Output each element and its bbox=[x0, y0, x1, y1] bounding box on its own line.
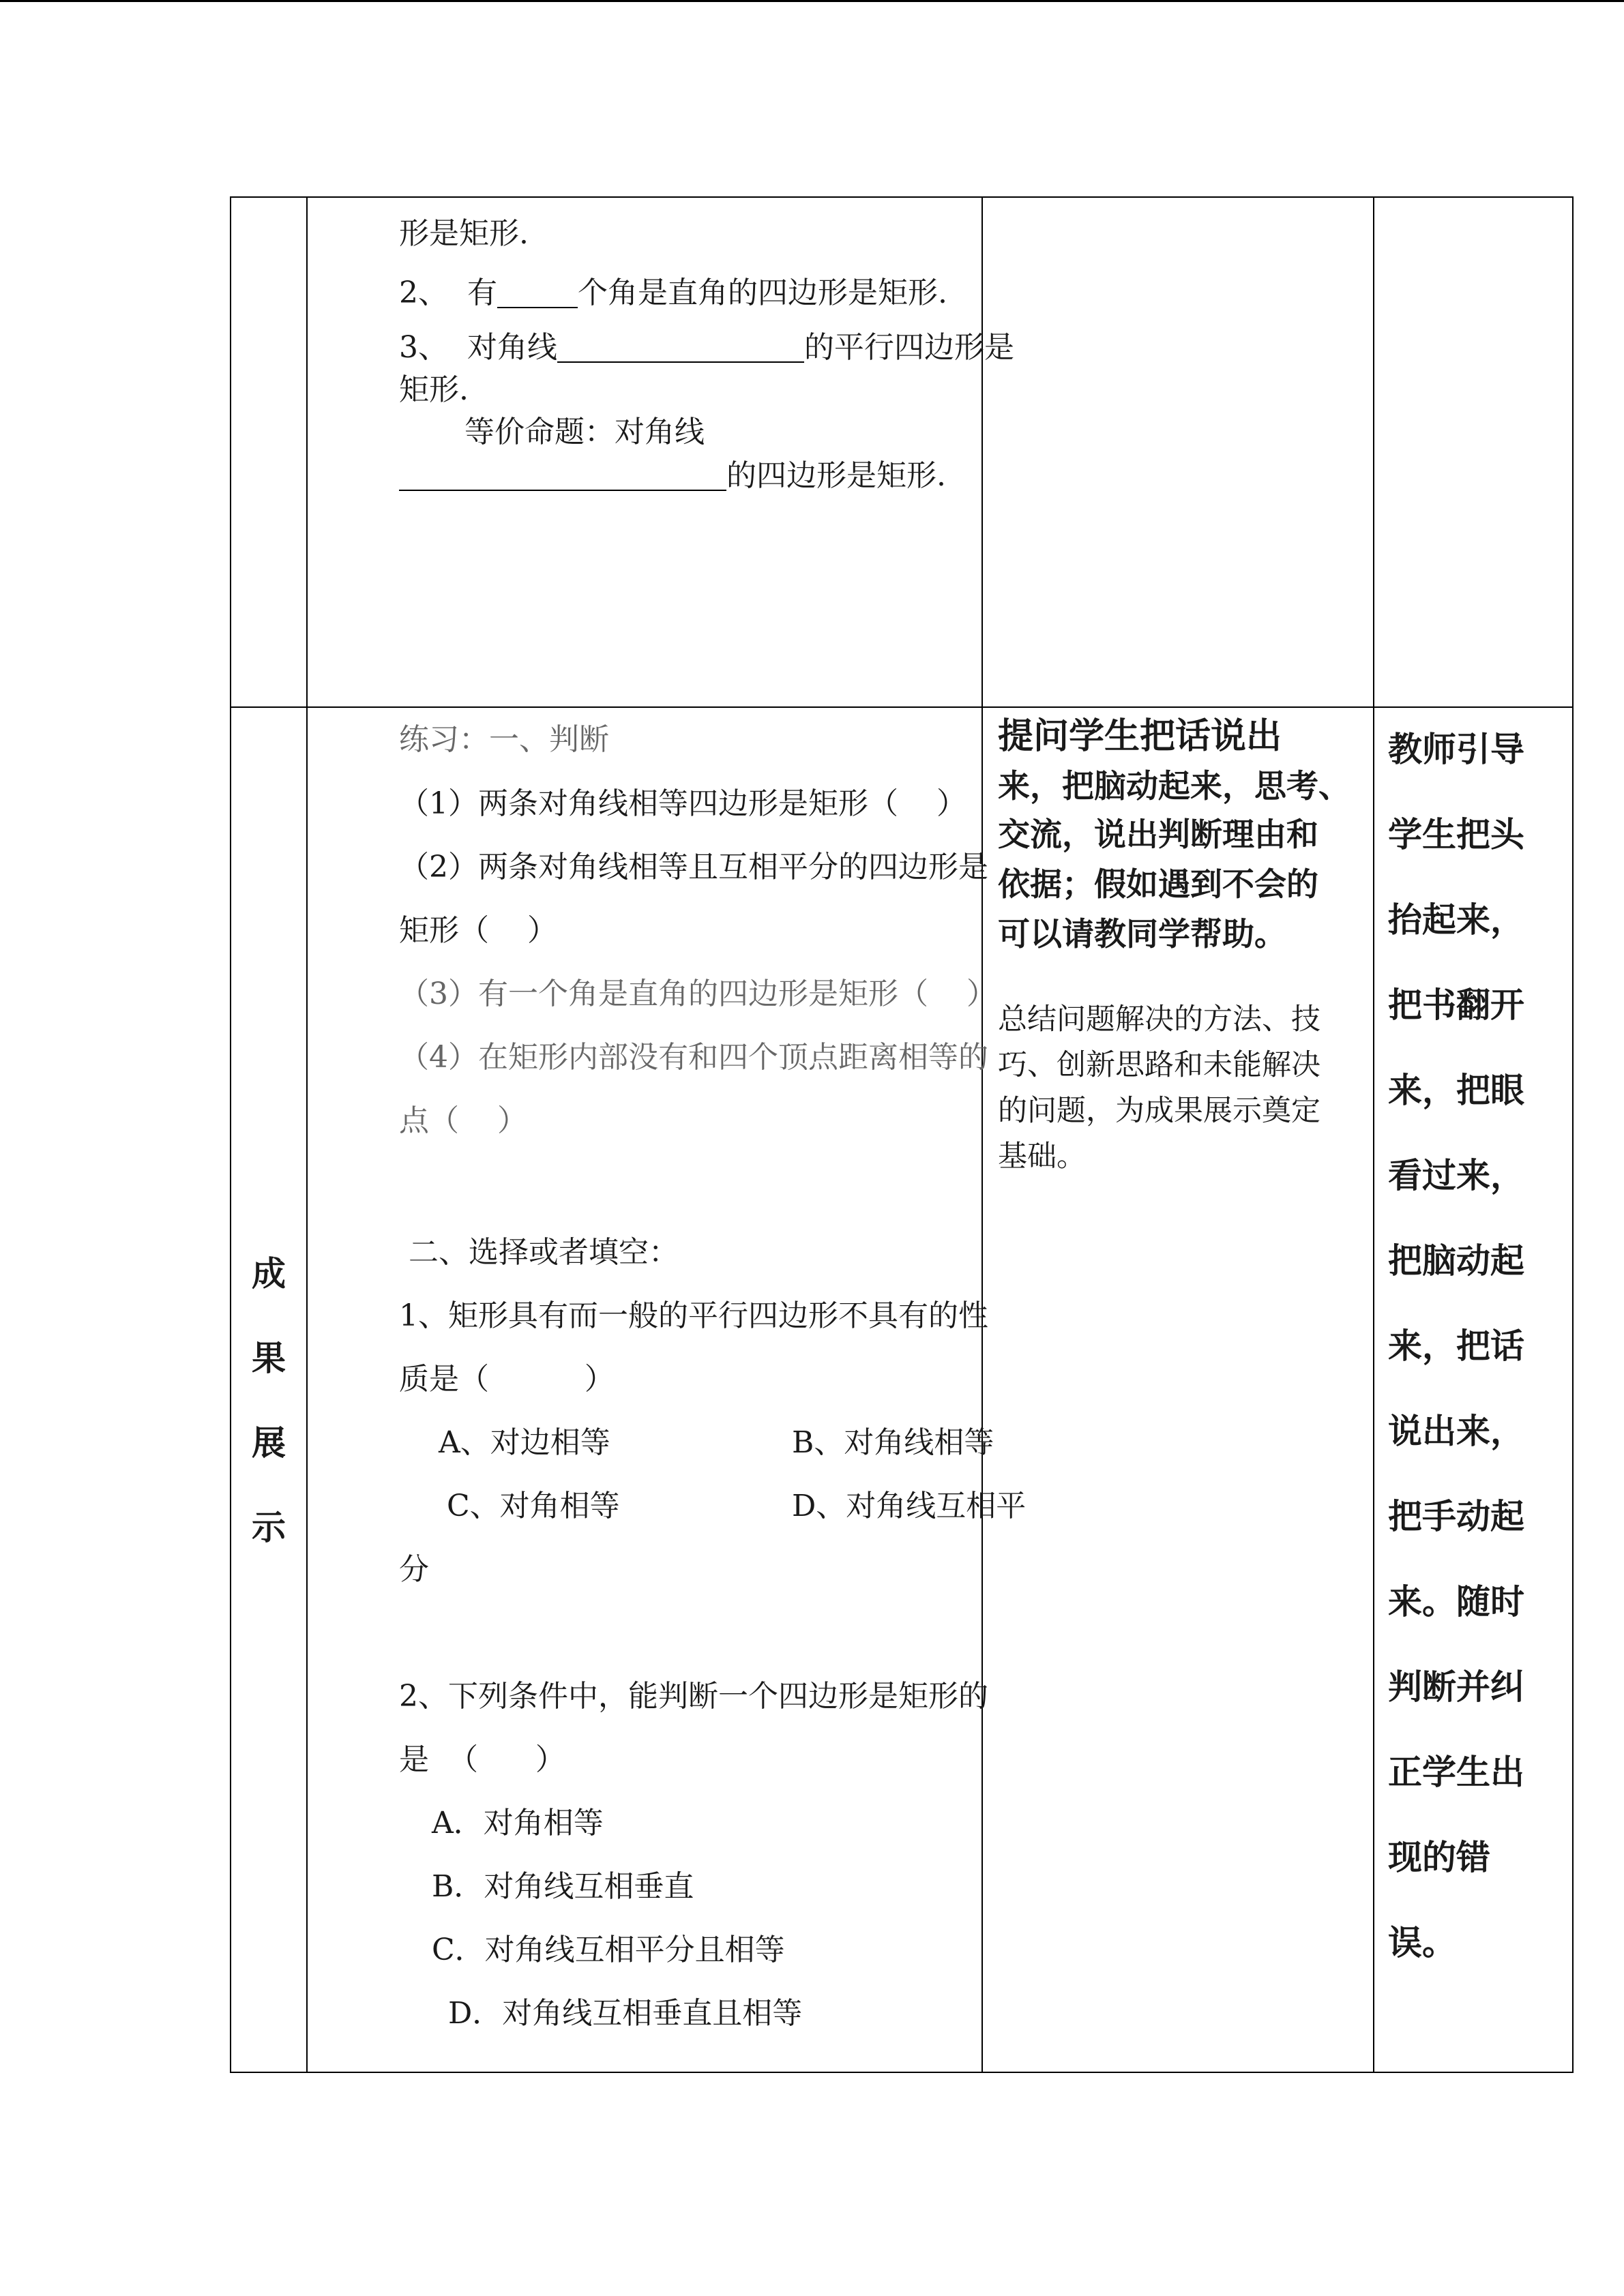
teacher-text: 判断并纠 bbox=[1388, 1667, 1524, 1707]
section-label-char: 成 bbox=[252, 1254, 286, 1294]
practice-heading: 练习：一、判断 bbox=[399, 722, 609, 757]
text: 2、 有 bbox=[399, 275, 497, 310]
question-item: 1、矩形具有而一般的平行四边形不具有的性 bbox=[399, 1298, 988, 1333]
teacher-text: 抬起来， bbox=[1388, 900, 1524, 940]
teacher-activity-cell bbox=[1374, 707, 1573, 2072]
blank-field[interactable] bbox=[399, 462, 726, 491]
activity-text: 巧、创新思路和未能解决 bbox=[998, 1048, 1320, 1082]
teacher-text: 说出来， bbox=[1388, 1412, 1524, 1451]
text-line: 等价命题：对角线 bbox=[464, 415, 705, 449]
section-label-char: 展 bbox=[252, 1423, 286, 1463]
teacher-text: 来。随时 bbox=[1388, 1582, 1524, 1622]
question-item-cont: 点（ ） bbox=[399, 1103, 527, 1138]
activity-text: 依据；假如遇到不会的 bbox=[998, 866, 1318, 904]
text: 的四边形是矩形. bbox=[726, 458, 946, 493]
option-c: C．对角线互相平分且相等 bbox=[432, 1933, 785, 1967]
activity-text: 的问题，为成果展示奠定 bbox=[998, 1094, 1320, 1128]
blank-field[interactable] bbox=[497, 280, 578, 308]
option-d: D、对角线互相平 bbox=[792, 1489, 1027, 1523]
teacher-text: 把脑动起 bbox=[1388, 1241, 1524, 1281]
teacher-text: 教师引导 bbox=[1388, 730, 1524, 769]
text: 的平行四边形是 bbox=[803, 330, 1014, 365]
section-label-char: 示 bbox=[252, 1508, 286, 1547]
activity-text: 提问学生把话说出 bbox=[998, 716, 1282, 757]
student-cell-top bbox=[982, 197, 1374, 707]
option-a: A、对边相等 bbox=[439, 1425, 610, 1460]
fill-blank-line-2 bbox=[399, 275, 947, 310]
label-cell-empty bbox=[231, 197, 307, 707]
teacher-text: 来，把眼 bbox=[1388, 1071, 1524, 1110]
text-line: 矩形. bbox=[399, 372, 469, 407]
activity-text: 总结问题解决的方法、技 bbox=[998, 1002, 1320, 1037]
part2-heading: 二、选择或者填空： bbox=[399, 1235, 679, 1270]
option-b: B．对角线互相垂直 bbox=[432, 1869, 694, 1904]
lesson-plan-table bbox=[230, 196, 1574, 2073]
table-row-continued bbox=[231, 197, 1573, 707]
question-item-cont: 质是（ ） bbox=[399, 1362, 615, 1397]
teacher-text: 来，把话 bbox=[1388, 1326, 1524, 1366]
question-item-cont: 是 （ ） bbox=[399, 1742, 565, 1777]
page-top-border bbox=[0, 0, 1624, 2]
question-item-cont: 矩形（ ） bbox=[399, 913, 557, 948]
teacher-text: 看过来， bbox=[1388, 1156, 1524, 1195]
activity-text: 可以请教同学帮助。 bbox=[998, 916, 1286, 953]
question-item: （4）在矩形内部没有和四个顶点距离相等的 bbox=[399, 1040, 988, 1075]
student-activity-cell bbox=[982, 707, 1374, 2072]
teacher-text: 误。 bbox=[1388, 1923, 1456, 1963]
teacher-text: 正学生出 bbox=[1388, 1753, 1524, 1792]
teacher-text: 现的错 bbox=[1388, 1838, 1490, 1877]
option-a: A．对角相等 bbox=[432, 1806, 604, 1840]
fill-blank-line-3 bbox=[399, 330, 1014, 365]
question-item: （2）两条对角线相等且互相平分的四边形是 bbox=[399, 850, 988, 884]
activity-text: 交流，说出判断理由和 bbox=[998, 816, 1318, 854]
question-item: （1）两条对角线相等四边形是矩形（ ） bbox=[399, 786, 966, 821]
practice-cell bbox=[307, 707, 1027, 2072]
option-d: D．对角线互相垂直且相等 bbox=[448, 1996, 803, 2031]
question-item: （3）有一个角是直角的四边形是矩形（ ） bbox=[399, 976, 996, 1011]
text-line: 形是矩形. bbox=[399, 216, 529, 251]
option-d-cont: 分 bbox=[399, 1552, 429, 1587]
section-label-char: 果 bbox=[252, 1339, 286, 1378]
teacher-cell-top bbox=[1374, 197, 1573, 707]
option-c: C、对角相等 bbox=[447, 1489, 620, 1523]
fill-blank-line-equiv bbox=[399, 458, 946, 493]
teacher-text: 学生把头 bbox=[1388, 815, 1524, 854]
activity-text: 来，把脑动起来，思考、 bbox=[998, 768, 1350, 805]
blank-field[interactable] bbox=[557, 334, 804, 363]
teacher-text: 把手动起 bbox=[1388, 1497, 1524, 1536]
table-row-results bbox=[231, 707, 1573, 2072]
text: 个角是直角的四边形是矩形. bbox=[577, 275, 947, 310]
option-b: B、对角线相等 bbox=[792, 1425, 994, 1460]
question-item: 2、下列条件中，能判断一个四边形是矩形的 bbox=[399, 1679, 988, 1714]
content-cell-top bbox=[307, 197, 1014, 707]
text: 3、 对角线 bbox=[399, 330, 557, 365]
teacher-text: 把书翻开 bbox=[1388, 985, 1524, 1025]
activity-text: 基础。 bbox=[998, 1139, 1086, 1174]
section-label-cell bbox=[231, 707, 307, 2072]
